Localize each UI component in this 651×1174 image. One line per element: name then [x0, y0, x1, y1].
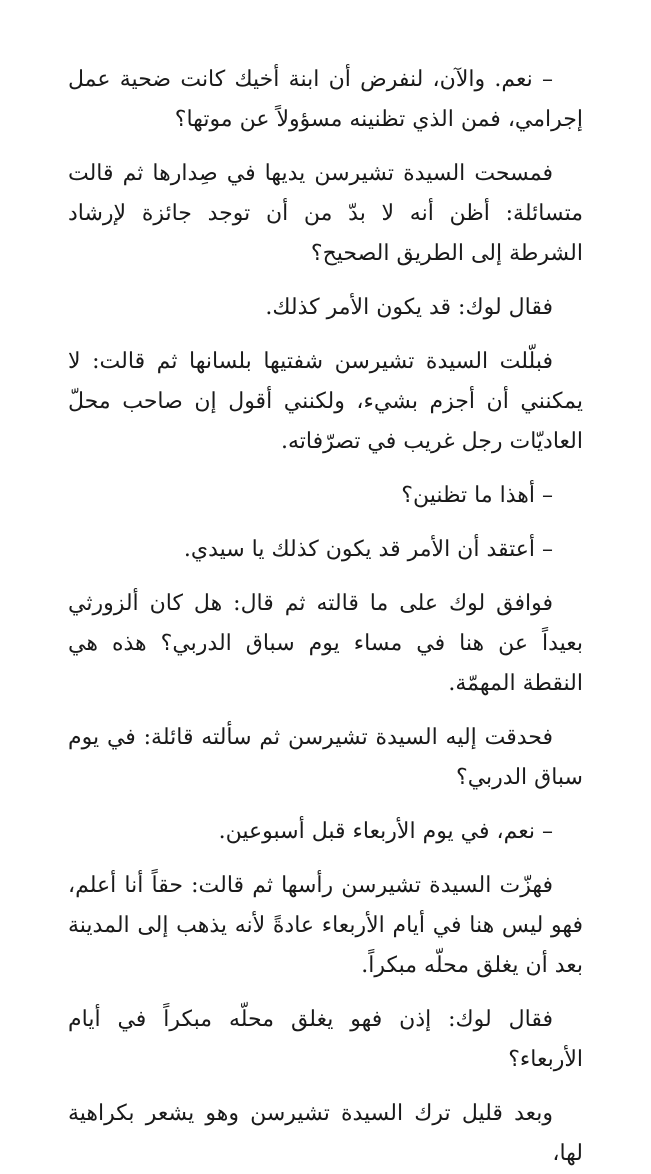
paragraph-3: فقال لوك: قد يكون الأمر كذلك.	[265, 295, 553, 320]
paragraph-2: فمسحت السيدة تشيرسن يديها في صِدارها ثم قالت متسائلة: أظن أنه لا بدّ من أن توجد جائزة لإرشاد الشرطة إلى الطريق الصحيح؟	[68, 161, 583, 266]
paragraph-10: فهزّت السيدة تشيرسن رأسها ثم قالت: حقاً أنا أعلم، فهو ليس هنا في أيام الأربعاء عادةً لأنه يذهب إلى المدينة بعد أن يغلق محلّه مبكراً.	[68, 873, 583, 978]
paragraph-1: – نعم. والآن، لنفرض أن ابنة أخيك كانت ضحية عمل إجرامي، فمن الذي تظنينه مسؤولاً عن موتها؟	[68, 67, 583, 132]
paragraph-6: – أعتقد أن الأمر قد يكون كذلك يا سيدي.	[183, 537, 553, 562]
paragraph-9: – نعم، في يوم الأربعاء قبل أسبوعين.	[218, 819, 553, 844]
paragraph-7: فوافق لوك على ما قالته ثم قال: هل كان ألزورثي بعيداً عن هنا في مساء يوم سباق الدربي؟ هذه هي النقطة المهمّة.	[68, 591, 583, 696]
book-page	[68, 60, 583, 1174]
paragraph-12: وبعد قليل ترك السيدة تشيرسن وهو يشعر بكراهية لها،	[68, 1101, 583, 1166]
paragraph-11: فقال لوك: إذن فهو يغلق محلّه مبكراً في أيام الأربعاء؟	[68, 1007, 583, 1072]
paragraph-4: فبلّلت السيدة تشيرسن شفتيها بلسانها ثم قالت: لا يمكنني أن أجزم بشيء، ولكنني أقول إن صاحب محلّ العاديّات رجل غريب في تصرّفاته.	[68, 349, 583, 454]
paragraph-5: – أهذا ما تظنين؟	[401, 483, 553, 508]
paragraph-8: فحدقت إليه السيدة تشيرسن ثم سألته قائلة: في يوم سباق الدربي؟	[68, 725, 583, 790]
